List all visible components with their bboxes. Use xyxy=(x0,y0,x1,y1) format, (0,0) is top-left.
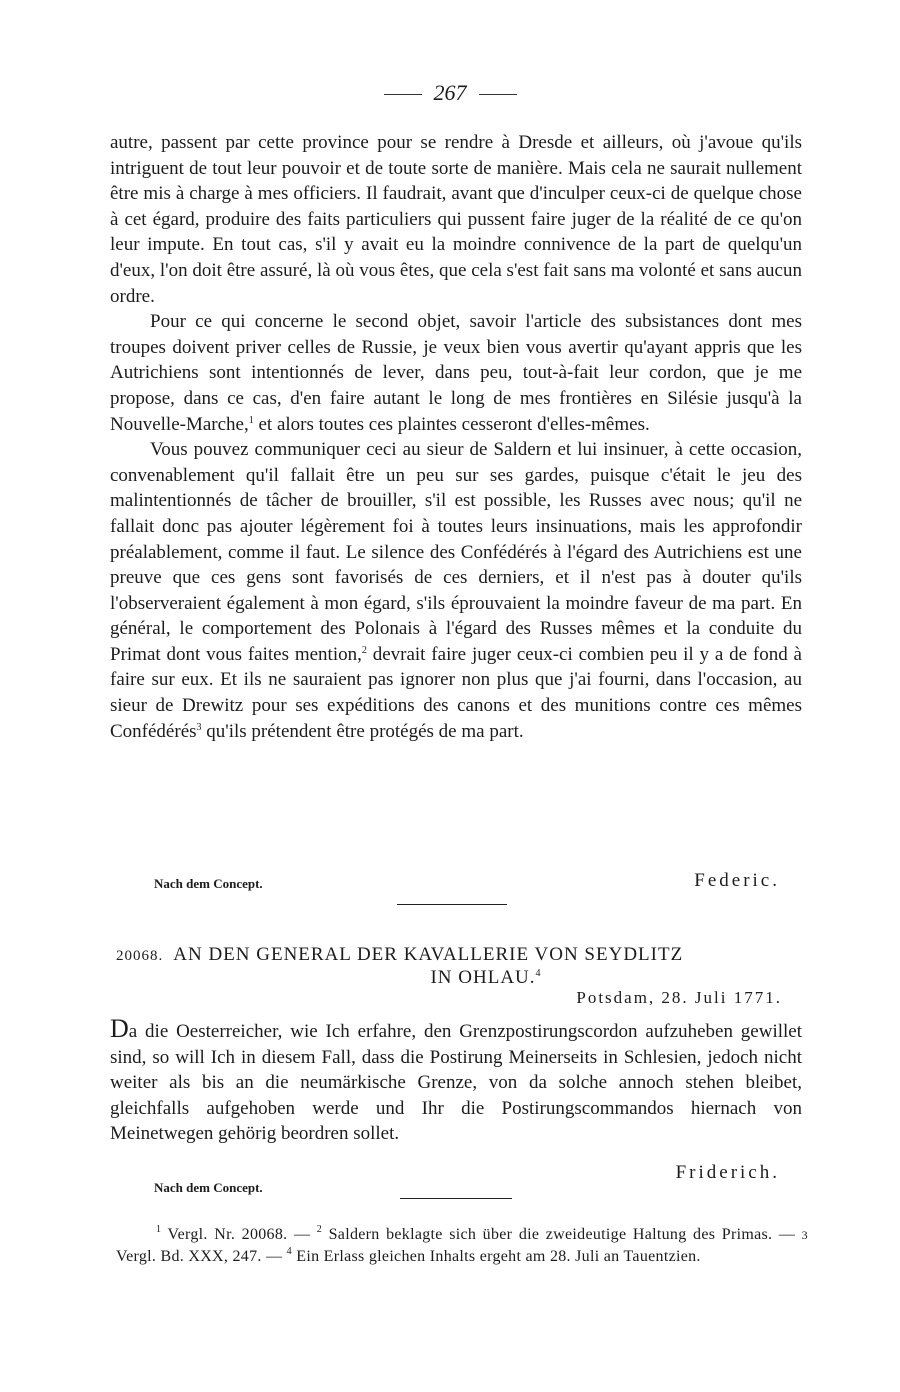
footnote-3-mark: 3 xyxy=(801,1228,808,1242)
footnotes xyxy=(116,1224,808,1267)
page-number-dash-right xyxy=(479,94,517,95)
heading-place: IN OHLAU. xyxy=(430,967,536,988)
dateline: Potsdam, 28. Juli 1771. xyxy=(576,988,782,1007)
letter1-paragraph-3 xyxy=(110,437,802,744)
letter1-paragraph-2 xyxy=(110,309,802,437)
concept-note-2: Nach dem Concept. xyxy=(154,1180,263,1195)
letter2-body xyxy=(110,1016,802,1147)
footnote-2: Saldern beklagte sich über die zweideutige Haltung des Primas. — xyxy=(328,1226,796,1243)
footnote-3: Vergl. Bd. XXX, 247. — xyxy=(116,1248,283,1265)
letter2-text: a die Oesterreicher, wie Ich erfahre, den Grenzpostirungscordon aufzuheben gewillet sind, so will Ich in diesem Fall, dass die Postirung Meinerseits in Schlesien, jedoch nicht weiter als bis an die neumärkische Grenze, von da solche annoch stehen bleibet, gleichfalls aufgehoben werde und Ihr die Postirungscommandos hiernach von Meinetwegen gehörig beordren sollet. xyxy=(110,1021,802,1145)
footnote-2-mark: 2 xyxy=(316,1224,323,1235)
letter2-heading xyxy=(116,944,806,989)
heading-line-2 xyxy=(116,967,806,989)
section-divider xyxy=(397,904,507,905)
heading-line-1 xyxy=(116,944,806,966)
footnote-ref-3[interactable]: 3 xyxy=(196,721,202,733)
letter2-paragraph xyxy=(110,1016,802,1147)
letter1-signature-row xyxy=(110,870,802,896)
footnote-1-mark: 1 xyxy=(156,1224,162,1235)
page-number-dash-left xyxy=(384,94,422,95)
paragraph-2-text-after: et alors toutes ces plaintes cesseront d'elles-mêmes. xyxy=(253,413,650,435)
letter1-paragraph-1: autre, passent par cette province pour se rendre à Dresde et ailleurs, où j'avoue qu'ils intriguent de tout leur pouvoir et de toute sorte de manière. Mais cela ne saurait nullement être mis à charge à mes officiers. Il faudrait, avant que d'inculper ceux-ci de quelque chose à cet égard, produire des faits particuliers qui pussent faire juger de la réalité de ce qu'on leur impute. En tout cas, s'il y avait eu la moindre connivence de la part de quelqu'un d'eux, l'on doit être assuré, là où vous êtes, que cela s'est fait sans ma volonté et sans aucun ordre. xyxy=(110,132,802,307)
paragraph-3-text-after: devrait faire juger ceux-ci combien peu il y a de fond à faire sur eux. Et ils ne sauraient pas ignorer non plus que j'ai fourni, dans l'occasion, au sieur de Drewitz pour ses expéditions des canons et des munitions contre ces mêmes Confédérés xyxy=(110,643,802,742)
signature: Federic. xyxy=(694,870,780,891)
footnote-4: Ein Erlass gleichen Inhalts ergeht am 28. Juli an Tauentzien. xyxy=(296,1248,701,1265)
footnote-1: Vergl. Nr. 20068. — xyxy=(167,1226,311,1243)
signature-2: Friderich. xyxy=(675,1162,780,1183)
footnote-ref-4[interactable]: 4 xyxy=(535,968,542,979)
footnote-block xyxy=(116,1224,808,1267)
drop-cap: D xyxy=(110,1014,129,1043)
footnote-divider xyxy=(400,1198,512,1199)
page-number xyxy=(0,80,900,106)
concept-note: Nach dem Concept. xyxy=(154,876,263,891)
letter-number: 20068. xyxy=(116,948,164,964)
footnote-ref-1[interactable]: 1 xyxy=(248,414,254,426)
letter1-body xyxy=(110,130,802,744)
paragraph-3-text: Vous pouvez communiquer ceci au sieur de Saldern et lui insinuer, à cette occasion, convenablement qu'il fallait être un peu sur ses gardes, puisque c'était le jeu des malintentionnés de tâcher de brouiller, s'il est possible, les Russes avec nous; qu'il ne fallait donc pas ajouter légèrement foi à toutes leurs insinuations, mais les approfondir préalablement, comme il faut. Le silence des Confédérés à l'égard des Autrichiens est une preuve que ces gens sont favorisés de ces derniers, et il n'est pas à douter qu'ils l'observeraient également à mon égard, s'ils éprouvaient la moindre faveur de ma part. En général, le comportement des Polonais à l'égard des Russes mêmes et la conduite du Primat dont vous faites mention, xyxy=(110,439,802,665)
footnote-ref-2[interactable]: 2 xyxy=(361,644,367,656)
footnote-4-mark: 4 xyxy=(286,1246,292,1257)
paragraph-2-text: Pour ce qui concerne le second objet, savoir l'article des subsistances dont mes troupes doivent priver celles de Russie, je veux bien vous avertir qu'ayant appris que les Autrichiens sont intentionnés de lever, dans peu, tout-à-fait leur cordon, que je me propose, dans ce cas, d'en faire autant le long de mes frontières en Silésie jusqu'à la Nouvelle-Marche, xyxy=(110,311,802,435)
paragraph-3-text-end: qu'ils prétendent être protégés de ma part. xyxy=(201,720,524,742)
page-number-value: 267 xyxy=(433,80,467,105)
letter2-signature-row xyxy=(110,1162,802,1195)
heading-title: AN DEN GENERAL DER KAVALLERIE VON SEYDLITZ xyxy=(173,944,684,965)
